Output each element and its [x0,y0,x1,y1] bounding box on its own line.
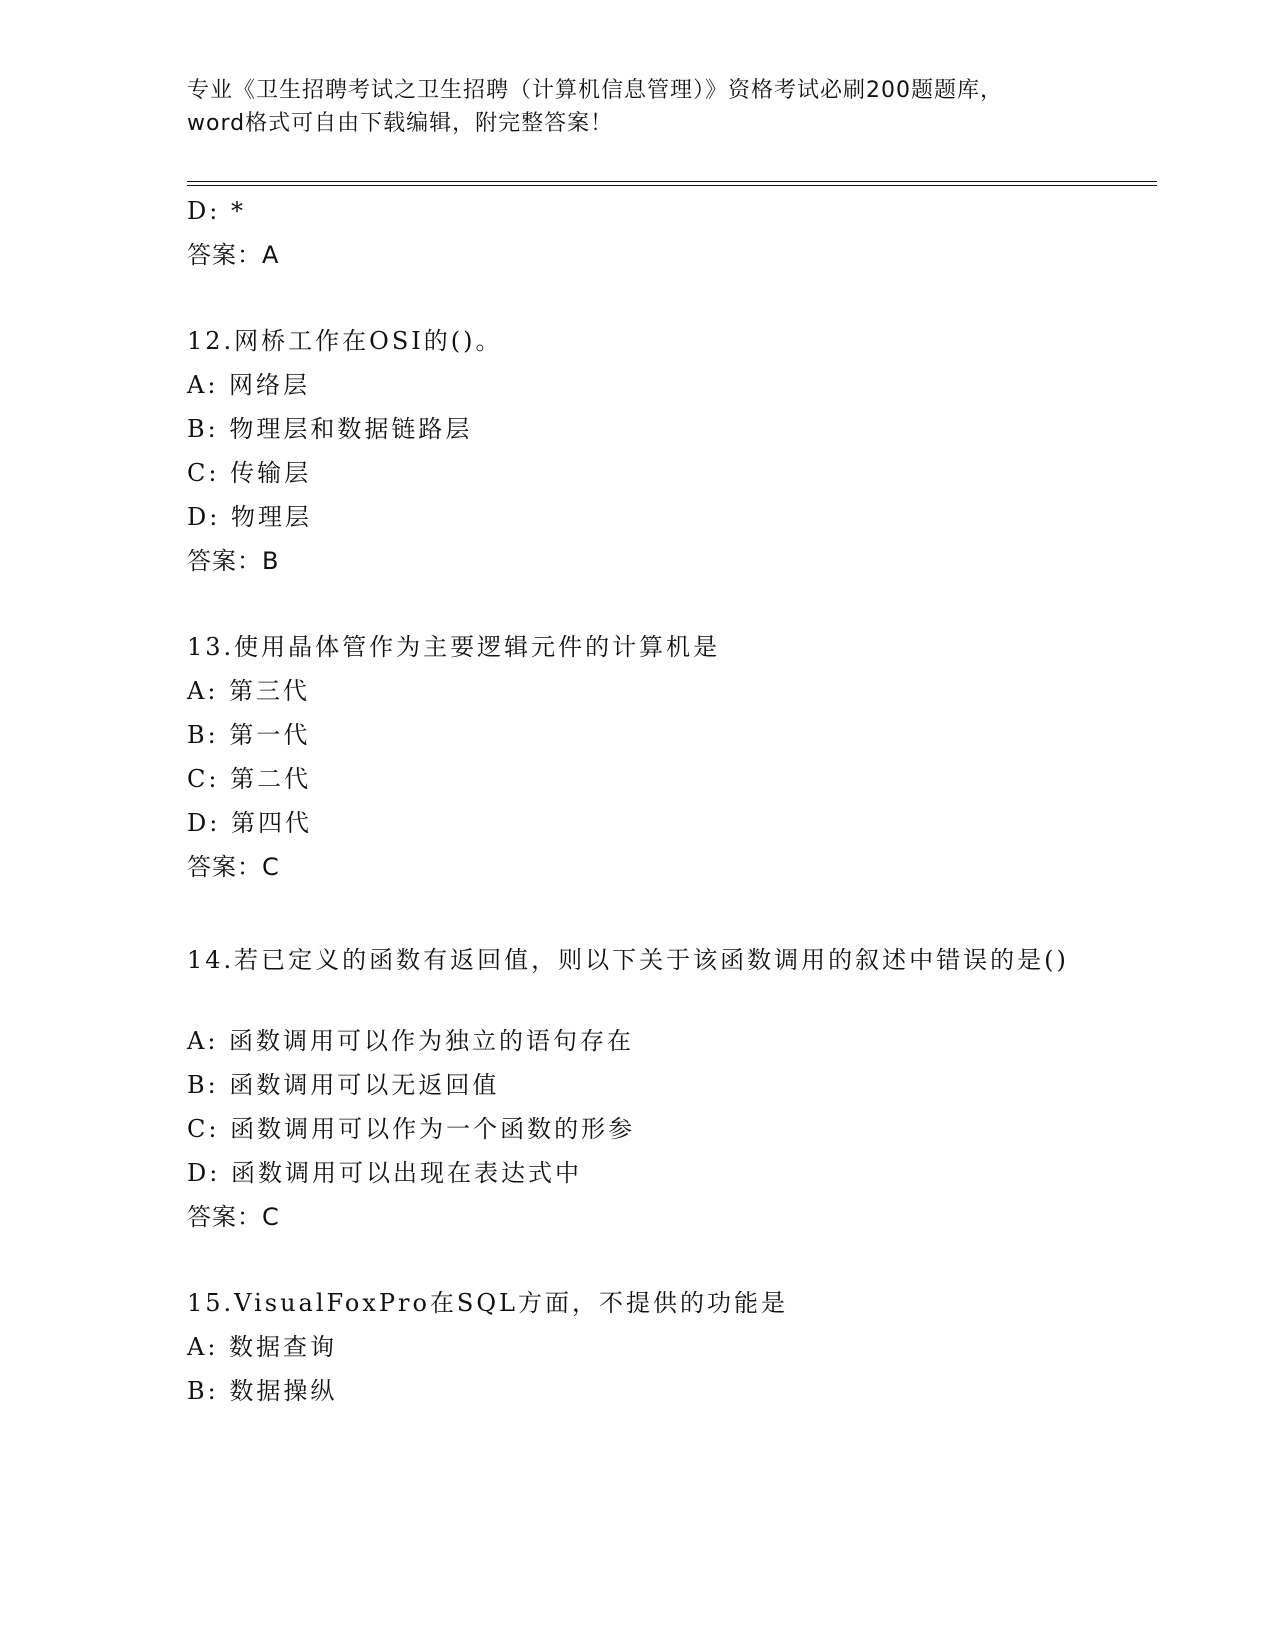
header-divider-top [187,181,1157,182]
option-c: C: 函数调用可以作为一个函数的形参 [187,1115,636,1143]
document-header [187,74,1087,140]
option-a: A: 第三代 [187,677,311,705]
option-a: A: 函数调用可以作为独立的语句存在 [187,1027,635,1055]
header-line-2: word格式可自由下载编辑，附完整答案！ [187,111,614,136]
answer: 答案：C [187,853,280,881]
option-b: B: 物理层和数据链路层 [187,415,473,443]
answer: 答案：A [187,241,280,269]
option-b: B: 函数调用可以无返回值 [187,1071,500,1099]
header-divider-bottom [187,185,1157,186]
answer: 答案：B [187,547,280,575]
option-d: D: 第四代 [187,809,312,837]
option-d: D: 物理层 [187,503,312,531]
option-b: B: 第一代 [187,721,311,749]
question-stem: 12.网桥工作在OSI的()。 [187,327,503,355]
answer: 答案：C [187,1203,280,1231]
option-d: D: 函数调用可以出现在表达式中 [187,1159,582,1187]
option-a: A: 网络层 [187,371,311,399]
question-stem: 14.若已定义的函数有返回值，则以下关于该函数调用的叙述中错误的是() [187,946,1069,974]
option-c: C: 传输层 [187,459,312,487]
header-line-1: 专业《卫生招聘考试之卫生招聘（计算机信息管理）》资格考试必刷200题题库， [187,78,1003,103]
option-d: D: * [187,197,246,225]
option-b: B: 数据操纵 [187,1377,338,1405]
question-stem: 13.使用晶体管作为主要逻辑元件的计算机是 [187,633,721,661]
option-c: C: 第二代 [187,765,312,793]
question-stem: 15.VisualFoxPro在SQL方面，不提供的功能是 [187,1289,788,1317]
option-a: A: 数据查询 [187,1333,338,1361]
